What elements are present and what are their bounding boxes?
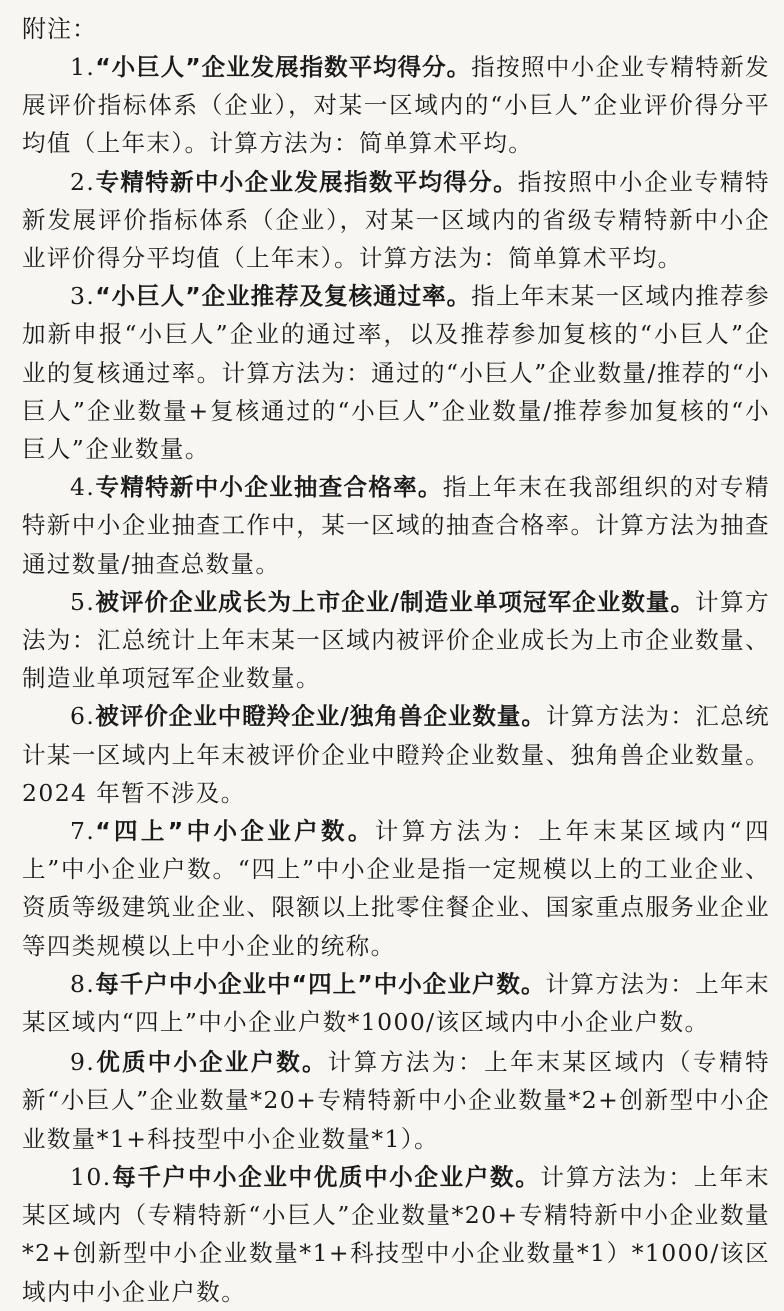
note-title: “四上”中小企业户数。 — [95, 817, 375, 846]
note-body: 计算方法为：汇总统计上年末某一区域内被评价企业成长为上市企业数量、制造业单项冠军企业数量。 — [22, 587, 770, 693]
note-item-8 — [22, 965, 770, 1041]
note-item-2 — [22, 163, 770, 278]
note-number: 6. — [70, 702, 96, 731]
note-title: 每千户中小企业中优质中小企业户数。 — [111, 1162, 541, 1191]
note-title: 被评价企业成长为上市企业/制造业单项冠军企业数量。 — [95, 587, 696, 616]
note-number: 8. — [70, 969, 96, 998]
note-title: “小巨人”企业推荐及复核通过率。 — [95, 282, 472, 311]
note-number: 1. — [70, 53, 96, 81]
note-item-4 — [22, 468, 770, 583]
note-number: 5. — [70, 587, 96, 616]
note-title: 专精特新中小企业发展指数平均得分。 — [95, 167, 518, 196]
note-item-1 — [22, 48, 770, 163]
note-item-6 — [22, 697, 770, 812]
note-number: 9. — [70, 1048, 96, 1077]
note-number: 7. — [70, 817, 96, 846]
notes-heading: 附注： — [22, 15, 97, 43]
note-title: 每千户中小企业中“四上”中小企业户数。 — [95, 969, 546, 998]
note-item-7 — [22, 812, 770, 965]
note-body: 计算方法为：上年末某区域内“四上”中小企业户数*1000/该区域内中小企业户数。 — [22, 969, 770, 1037]
note-number: 2. — [70, 167, 96, 196]
note-body: 指按照中小企业专精特新发展评价指标体系（企业），对某一区域内的省级专精特新中小企业评价得分平均值（上年末）。计算方法为：简单算术平均。 — [22, 167, 771, 273]
note-title: “小巨人”企业发展指数平均得分。 — [95, 53, 472, 81]
note-item-3 — [22, 277, 770, 468]
note-title: 优质中小企业户数。 — [95, 1048, 328, 1077]
note-body: 计算方法为：上年末某区域内（专精特新“小巨人”企业数量*20+专精特新中小企业数量*2+创新型中小企业数量*1+科技型中小企业数量*1）*1000/该区域内中小企业户数。 — [22, 1162, 771, 1306]
note-title: 被评价企业中瞪羚企业/独角兽企业数量。 — [95, 702, 546, 731]
note-number: 3. — [70, 282, 96, 311]
note-title: 专精特新中小企业抽查合格率。 — [95, 473, 443, 502]
note-number: 10. — [70, 1162, 112, 1191]
note-item-5 — [22, 583, 770, 698]
note-body: 计算方法为：上年末某区域内“四上”中小企业户数。“四上”中小企业是指一定规模以上的工业企业、资质等级建筑业企业、限额以上批零住餐企业、国家重点服务业企业等四类规模以上中小企业的统称。 — [22, 817, 771, 960]
note-body: 计算方法为：上年末某区域内（专精特新“小巨人”企业数量*20+专精特新中小企业数量*2+创新型中小企业数量*1+科技型中小企业数量*1）。 — [22, 1048, 770, 1153]
note-body: 计算方法为：汇总统计某一区域内上年末被评价企业中瞪羚企业数量、独角兽企业数量。2024 年暂不涉及。 — [22, 702, 770, 807]
note-item-9 — [22, 1043, 770, 1158]
note-body: 指按照中小企业专精特新发展评价指标体系（企业），对某一区域内的“小巨人”企业评价得分平均值（上年末）。计算方法为：简单算术平均。 — [22, 53, 770, 158]
note-item-10 — [22, 1158, 770, 1311]
note-body: 指上年末在我部组织的对专精特新中小企业抽查工作中，某一区域的抽查合格率。计算方法为抽查通过数量/抽查总数量。 — [22, 473, 771, 578]
note-number: 4. — [70, 473, 96, 502]
note-body: 指上年末某一区域内推荐参加新申报“小巨人”企业的通过率，以及推荐参加复核的“小巨人”企业的复核通过率。计算方法为：通过的“小巨人”企业数量/推荐的“小巨人”企业数量+复核通过的“小巨人”企业数量/推荐参加复核的“小巨人”企业数量。 — [22, 282, 770, 464]
